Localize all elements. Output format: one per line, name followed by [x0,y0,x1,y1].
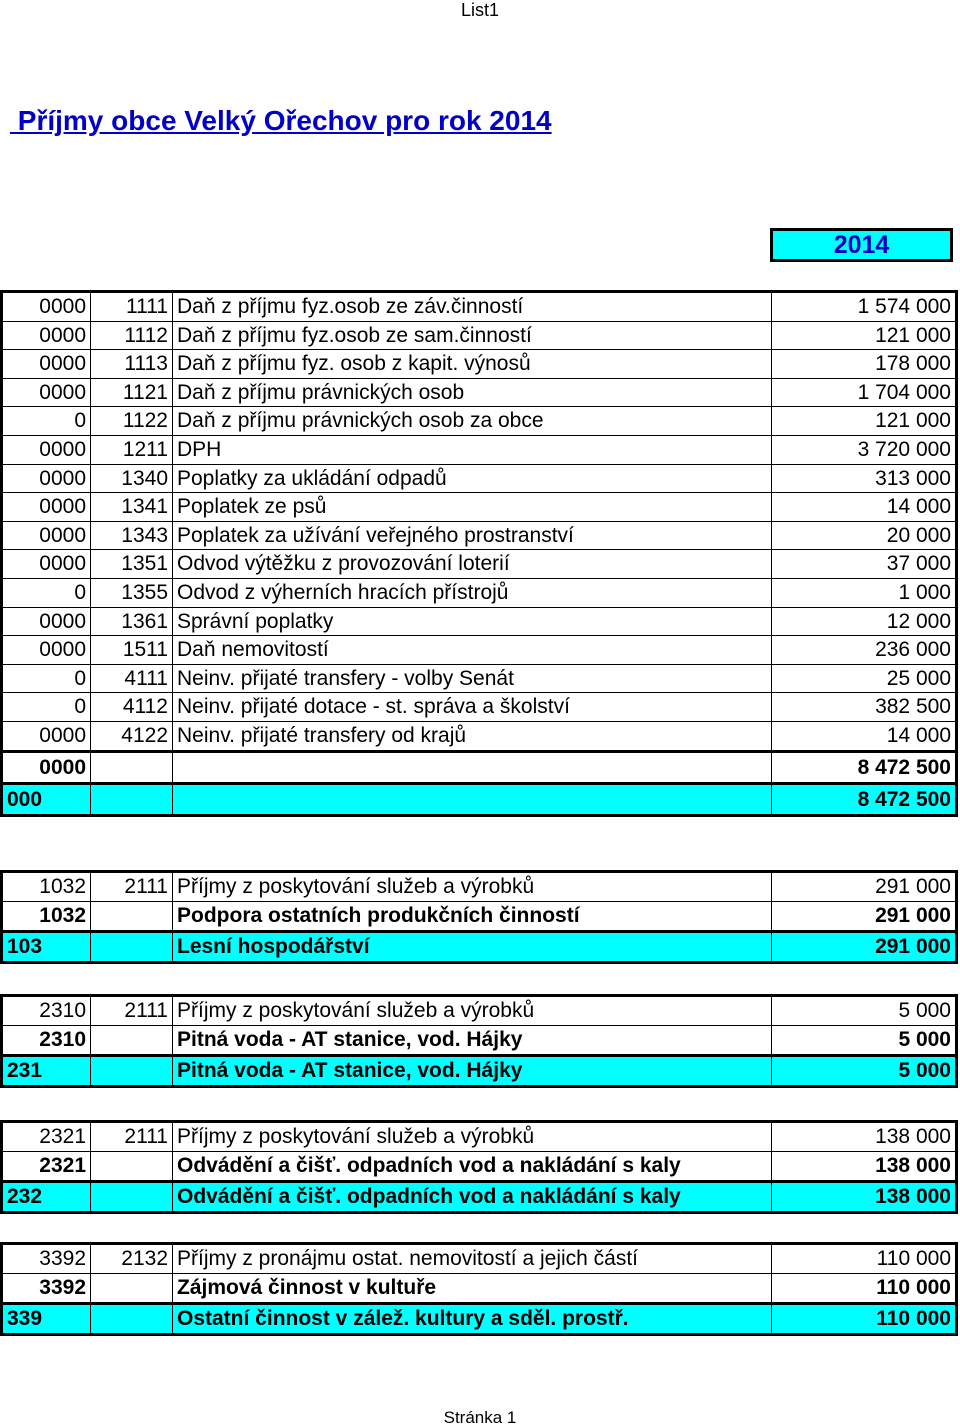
paragraph-code: 1032 [2,872,91,902]
item-code: 1341 [91,493,173,522]
item-amount: 121 000 [772,407,957,436]
empty-cell [173,751,772,783]
item-amount: 1 704 000 [772,378,957,407]
paragraph-code: 0000 [2,378,91,407]
item-code: 4112 [91,693,173,722]
section-item-row [2,996,957,1026]
item-name: Daň z příjmu fyz. osob z kapit. výnosů [173,350,772,379]
item-name: Správní poplatky [173,607,772,636]
subtotal-amount: 291 000 [772,902,957,932]
paragraph-name: Pitná voda - AT stanice, vod. Hájky [173,1026,772,1056]
item-amount: 14 000 [772,721,957,751]
paragraph-code: 2310 [2,996,91,1026]
income-row [2,578,957,607]
paragraph-code: 0000 [2,292,91,322]
empty-cell [91,1274,173,1304]
item-amount: 14 000 [772,493,957,522]
empty-cell [173,783,772,815]
item-amount: 1 000 [772,578,957,607]
item-name: DPH [173,435,772,464]
income-row [2,378,957,407]
section-total-row [2,1056,957,1087]
total-amount: 110 000 [772,1304,957,1335]
item-name: Poplatky za ukládání odpadů [173,464,772,493]
item-amount: 12 000 [772,607,957,636]
group-code: 232 [2,1182,91,1213]
section-subtotal-row [2,902,957,932]
paragraph-code: 0000 [2,435,91,464]
income-row [2,693,957,722]
total-amount: 291 000 [772,932,957,963]
empty-cell [91,1026,173,1056]
item-name: Odvod výtěžku z provozování loterií [173,550,772,579]
paragraph-code: 0000 [2,464,91,493]
empty-cell [91,751,173,783]
section-item-row [2,872,957,902]
item-amount: 178 000 [772,350,957,379]
total-amount: 8 472 500 [772,783,957,815]
group-name: Lesní hospodářství [173,932,772,963]
paragraph-name: Odvádění a čišť. odpadních vod a nakládání s kaly [173,1152,772,1182]
subtotal-amount: 5 000 [772,1026,957,1056]
item-name: Daň z příjmu právnických osob [173,378,772,407]
section-item-row [2,1122,957,1152]
paragraph-code: 0000 [2,350,91,379]
paragraph-name: Podpora ostatních produkčních činností [173,902,772,932]
empty-cell [91,1152,173,1182]
item-amount: 3 720 000 [772,435,957,464]
paragraph-code: 0000 [2,607,91,636]
income-row [2,664,957,693]
income-row [2,636,957,665]
item-code: 2111 [91,1122,173,1152]
paragraph-code: 0000 [2,751,91,783]
item-code: 1112 [91,321,173,350]
income-row [2,493,957,522]
paragraph-code: 0 [2,693,91,722]
item-code: 1343 [91,521,173,550]
main-income-rows [2,292,957,816]
income-row [2,292,957,322]
main-total-row [2,783,957,815]
item-code: 1113 [91,350,173,379]
paragraph-code: 0000 [2,636,91,665]
income-row [2,407,957,436]
income-row [2,607,957,636]
item-code: 2132 [91,1244,173,1274]
paragraph-code: 0000 [2,493,91,522]
paragraph-code: 3392 [2,1244,91,1274]
item-code: 1361 [91,607,173,636]
subtotal-amount: 110 000 [772,1274,957,1304]
main-subtotal-row [2,751,957,783]
empty-cell [91,1056,173,1087]
item-name: Odvod z výherních hracích přístrojů [173,578,772,607]
paragraph-code: 2321 [2,1122,91,1152]
item-amount: 138 000 [772,1122,957,1152]
subtotal-amount: 138 000 [772,1152,957,1182]
section-total-row [2,1182,957,1213]
item-code: 1340 [91,464,173,493]
item-code: 4122 [91,721,173,751]
item-name: Neinv. přijaté transfery od krajů [173,721,772,751]
group-code: 000 [2,783,91,815]
page-title: Příjmy obce Velký Ořechov pro rok 2014 [10,105,552,136]
subtotal-amount: 8 472 500 [772,751,957,783]
item-name: Poplatek za užívání veřejného prostranství [173,521,772,550]
item-name: Daň z příjmu fyz.osob ze záv.činností [173,292,772,322]
item-code: 1111 [91,292,173,322]
item-code: 2111 [91,996,173,1026]
paragraph-code: 2310 [2,1026,91,1056]
section-subtotal-row [2,1152,957,1182]
item-code: 2111 [91,872,173,902]
empty-cell [91,1182,173,1213]
item-code: 1121 [91,378,173,407]
item-name: Daň nemovitostí [173,636,772,665]
item-name: Příjmy z poskytování služeb a výrobků [173,996,772,1026]
year-header: 2014 [770,228,953,262]
empty-cell [91,932,173,963]
income-row [2,550,957,579]
income-row [2,521,957,550]
section-total-row [2,1304,957,1335]
item-amount: 5 000 [772,996,957,1026]
income-row [2,350,957,379]
income-row [2,464,957,493]
section-item-row [2,1244,957,1274]
group-code: 103 [2,932,91,963]
item-name: Příjmy z poskytování služeb a výrobků [173,1122,772,1152]
item-name: Daň z příjmu právnických osob za obce [173,407,772,436]
empty-cell [91,783,173,815]
paragraph-code: 1032 [2,902,91,932]
paragraph-code: 2321 [2,1152,91,1182]
item-amount: 20 000 [772,521,957,550]
item-code: 4111 [91,664,173,693]
paragraph-code: 0000 [2,321,91,350]
item-amount: 1 574 000 [772,292,957,322]
group-name: Odvádění a čišť. odpadních vod a nakládání s kaly [173,1182,772,1213]
section-subtotal-row [2,1274,957,1304]
section-table-4 [0,1242,958,1336]
item-name: Neinv. přijaté dotace - st. správa a školství [173,693,772,722]
sheet-name: List1 [460,0,500,20]
paragraph-code: 3392 [2,1274,91,1304]
income-row [2,721,957,751]
group-name: Pitná voda - AT stanice, vod. Hájky [173,1056,772,1087]
item-amount: 25 000 [772,664,957,693]
group-name: Ostatní činnost v zálež. kultury a sděl. prostř. [173,1304,772,1335]
item-code: 1355 [91,578,173,607]
item-name: Neinv. přijaté transfery - volby Senát [173,664,772,693]
item-code: 1351 [91,550,173,579]
paragraph-code: 0 [2,407,91,436]
paragraph-code: 0000 [2,521,91,550]
income-row [2,435,957,464]
item-code: 1211 [91,435,173,464]
group-code: 231 [2,1056,91,1087]
item-amount: 382 500 [772,693,957,722]
item-amount: 121 000 [772,321,957,350]
paragraph-code: 0 [2,578,91,607]
paragraph-code: 0 [2,664,91,693]
section-total-row [2,932,957,963]
group-code: 339 [2,1304,91,1335]
income-row [2,321,957,350]
main-income-table [0,290,958,817]
total-amount: 138 000 [772,1182,957,1213]
item-amount: 313 000 [772,464,957,493]
total-amount: 5 000 [772,1056,957,1087]
section-table-2 [0,994,958,1088]
section-table-3 [0,1120,958,1214]
item-amount: 37 000 [772,550,957,579]
empty-cell [91,1304,173,1335]
item-name: Daň z příjmu fyz.osob ze sam.činností [173,321,772,350]
paragraph-code: 0000 [2,550,91,579]
paragraph-name: Zájmová činnost v kultuře [173,1274,772,1304]
empty-cell [91,902,173,932]
item-amount: 236 000 [772,636,957,665]
item-name: Příjmy z pronájmu ostat. nemovitostí a jejich částí [173,1244,772,1274]
section-table-1 [0,870,958,964]
paragraph-code: 0000 [2,721,91,751]
page-footer: Stránka 1 [443,1408,517,1427]
item-code: 1511 [91,636,173,665]
item-amount: 291 000 [772,872,957,902]
item-code: 1122 [91,407,173,436]
item-name: Příjmy z poskytování služeb a výrobků [173,872,772,902]
item-name: Poplatek ze psů [173,493,772,522]
item-amount: 110 000 [772,1244,957,1274]
section-subtotal-row [2,1026,957,1056]
